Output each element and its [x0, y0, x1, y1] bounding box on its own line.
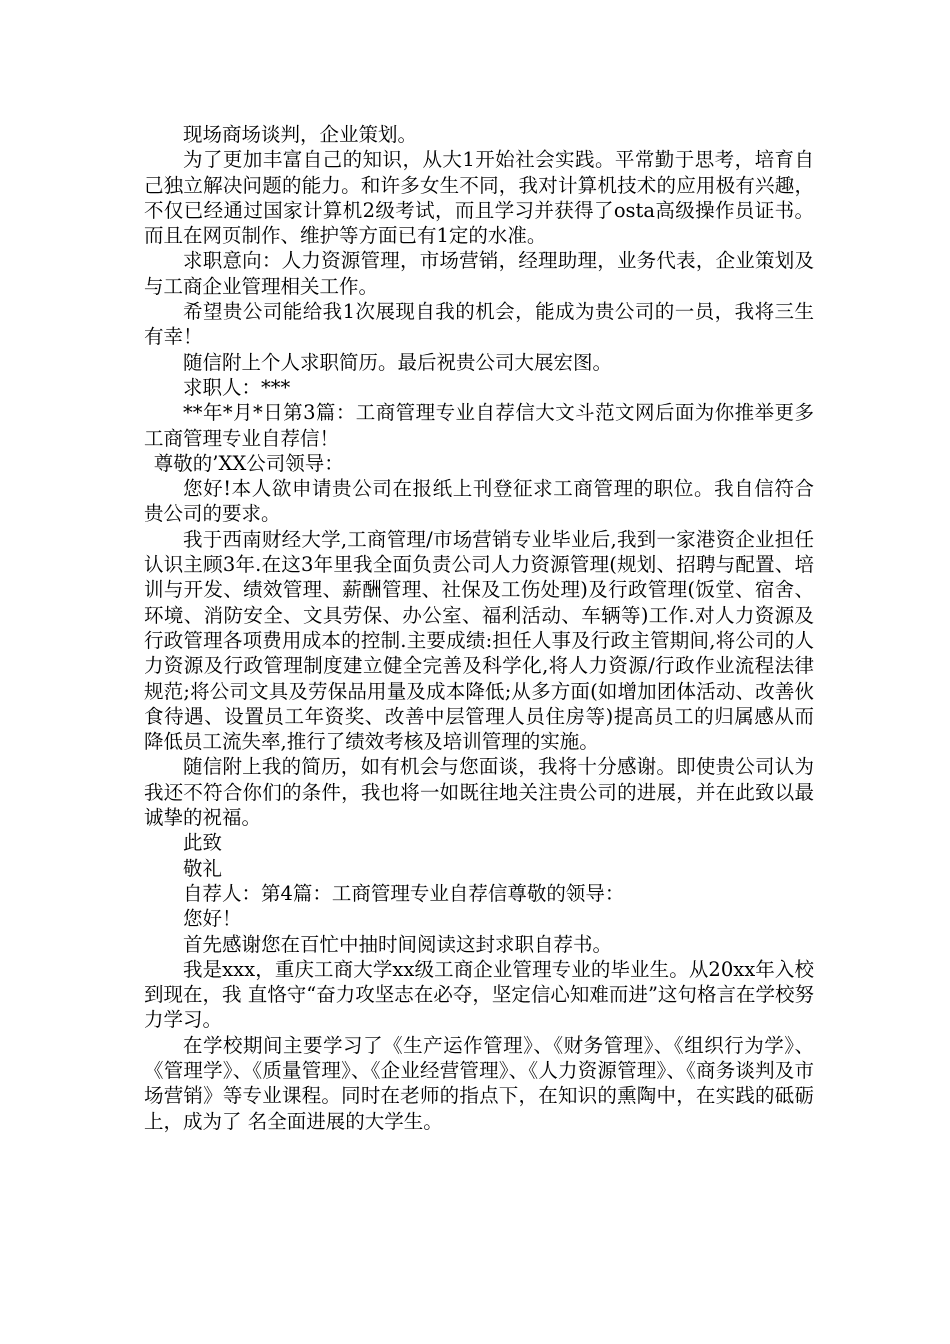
paragraph-3: 求职意向：人力资源管理，市场营销，经理助理，业务代表，企业策划及与工商企业管理相关工作。	[144, 249, 814, 298]
paragraph-10: 我于西南财经大学,工商管理/市场营销专业毕业后,我到一家港资企业担任认识主顾3年.在这3年里我全面负责公司人力资源管理(规划、招聘与配置、培训与开发、绩效管理、薪酬管理、社保及工伤处理)及行政管理(饭堂、宿舍、环境、消防安全、文具劳保、办公室、福利活动、车辆等)工作.对人力资源及行政管理各项费用成本的控制.主要成绩:担任人事及行政主管期间,将公司的人力资源及行政管理制度建立健全完善及科学化,将人力资源/行政作业流程法律规范;将公司文具及劳保品用量及成本降低;从多方面(如增加团体活动、改善伙食待遇、设置员工年资奖、改善中层管理人员住房等)提高员工的归属感从而降低员工流失率,推行了绩效考核及培训管理的实施。	[144, 527, 814, 754]
paragraph-14: 自荐人：第4篇：工商管理专业自荐信尊敬的领导：	[183, 881, 625, 905]
closing-1: 此致	[183, 831, 223, 855]
paragraph-9: 您好!本人欲申请贵公司在报纸上刊登征求工商管理的职位。我自信符合贵公司的要求。	[144, 477, 814, 526]
paragraph-1: 现场商场谈判，企业策划。	[183, 123, 418, 146]
paragraph-18: 在学校期间主要学习了《生产运作管理》、《财务管理》、《组织行为学》、《管理学》、《质量管理》、《企业经营管理》、《人力资源管理》、《商务谈判及市场营销》等专业课程。同时在老师的指点下，在知识的熏陶中，在实践的砥砺上，成为了 名全面进展的大学生。	[144, 1033, 814, 1133]
paragraph-4: 希望贵公司能给我1次展现自我的机会，能成为贵公司的一员，我将三生有幸！	[144, 300, 814, 349]
closing-2: 敬礼	[183, 856, 223, 880]
paragraph-16: 首先感谢您在百忙中抽时间阅读这封求职自荐书。	[183, 932, 613, 956]
paragraph-15: 您好！	[183, 907, 242, 931]
paragraph-2: 为了更加丰富自己的知识，从大1开始社会实践。平常勤于思考，培育自己独立解决问题的能力。和许多女生不同，我对计算机技术的应用极有兴趣，不仅已经通过国家计算机2级考试，而且学习并获得了osta高级操作员证书。而且在网页制作、维护等方面已有1定的水准。	[144, 148, 814, 248]
paragraph-11: 随信附上我的简历，如有机会与您面谈，我将十分感谢。即使贵公司认为我还不符合你们的条件，我也将一如既往地关注贵公司的进展，并在此致以最诚挚的祝福。	[144, 755, 814, 830]
salutation-1: 尊敬的’XX公司领导：	[153, 451, 344, 475]
paragraph-6: 求职人：***	[183, 375, 291, 399]
document-page	[144, 122, 814, 1134]
paragraph-7: **年*月*日第3篇：工商管理专业自荐信大文斗范文网后面为你推举更多工商管理专业自荐信！	[144, 401, 814, 450]
paragraph-5: 随信附上个人求职简历。最后祝贵公司大展宏图。	[183, 350, 613, 374]
paragraph-17: 我是xxx，重庆工商大学xx级工商企业管理专业的毕业生。从20xx年入校到现在，我 直恪守“奋力攻坚志在必夺，坚定信心知难而进”这句格言在学校努力学习。	[144, 957, 814, 1032]
